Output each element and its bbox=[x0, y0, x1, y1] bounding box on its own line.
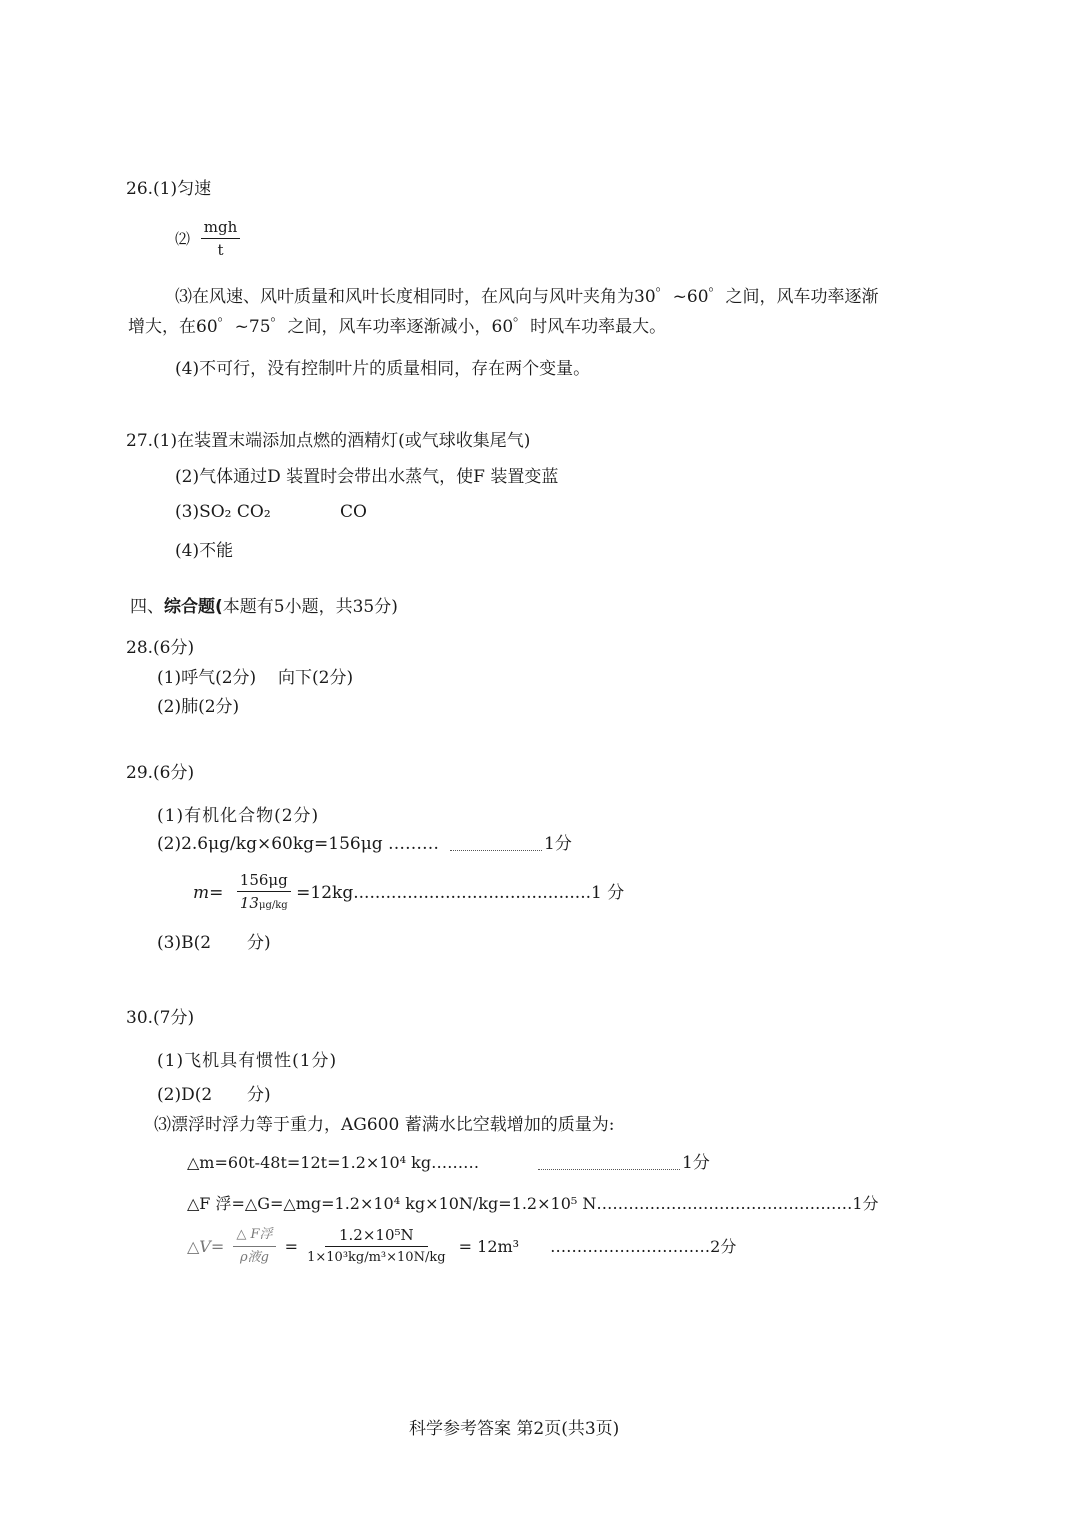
q29-mass-lhs: m= bbox=[193, 883, 224, 903]
fraction-denominator bbox=[240, 892, 288, 915]
q26-part1: 26.(1)匀速 bbox=[126, 179, 212, 199]
q28-part1a: (1)呼气(2分) bbox=[157, 668, 257, 688]
q27-part2: (2)气体通过D 装置时会带出水蒸气，使F 装置变蓝 bbox=[175, 467, 559, 487]
q29-mass-rhs: =12kg............................................1 分 bbox=[296, 883, 625, 903]
q29-mass-equation bbox=[193, 871, 624, 915]
section-heading bbox=[130, 596, 398, 618]
q27-part3a: (3)SO₂ CO₂ bbox=[175, 502, 271, 522]
q30-delta-v bbox=[187, 1226, 736, 1267]
q30-delta-v-lhs: △V= bbox=[187, 1236, 225, 1256]
q26-part3-line1: ⑶在风速、风叶质量和风叶长度相同时，在风向与风叶夹角为30゜~60゜之间，风车功率逐渐 bbox=[175, 287, 879, 307]
q30-delta-v-score: …………………………2分 bbox=[550, 1236, 737, 1256]
q29-part1: (1)有机化合物(2分) bbox=[157, 806, 320, 826]
q30-part2b: 分) bbox=[247, 1085, 271, 1105]
fraction-numerator: 156μg bbox=[237, 871, 291, 892]
q26-fraction bbox=[201, 218, 241, 259]
q30-delta-v-result: = 12m³ bbox=[458, 1236, 520, 1256]
q29-heading: 29.(6分) bbox=[126, 763, 195, 783]
fraction-denominator-value: 13 bbox=[239, 894, 259, 912]
q30-heading: 30.(7分) bbox=[126, 1008, 195, 1028]
section-heading-title: 综合题( bbox=[164, 597, 223, 617]
q30-part2a: (2)D(2 bbox=[157, 1085, 213, 1105]
fraction-numerator: 1.2×10⁵N bbox=[325, 1226, 428, 1247]
q29-part2-score: 1分 bbox=[544, 834, 572, 854]
dotted-leader bbox=[538, 1161, 680, 1170]
q30-delta-m: △m=60t-48t=12t=1.2×10⁴ kg……… bbox=[187, 1153, 480, 1172]
fraction-denominator: t bbox=[217, 241, 224, 259]
q30-delta-m-score: 1分 bbox=[682, 1153, 710, 1173]
q30-delta-f: △F 浮=△G=△mg=1.2×10⁴ kg×10N/kg=1.2×10⁵ N…………………………………………1分 bbox=[187, 1194, 879, 1213]
section-heading-suffix: 本题有5小题，共35分) bbox=[222, 597, 398, 617]
q26-part2-label: ⑵ bbox=[175, 229, 191, 248]
q26-part2 bbox=[175, 218, 240, 259]
q27-part1: 27.(1)在装置末端添加点燃的酒精灯(或气球收集尾气) bbox=[126, 431, 531, 451]
q30-part1: (1)飞机具有惯性(1分) bbox=[157, 1051, 338, 1071]
q29-part3a: (3)B(2 bbox=[157, 933, 212, 953]
fraction-numerator: mgh bbox=[201, 218, 241, 239]
fraction-denominator: 1×10³kg/m³×10N/kg bbox=[307, 1250, 446, 1265]
q26-part3-line2: 增大，在60゜~75゜之间，风车功率逐渐减小，60゜时风车功率最大。 bbox=[128, 317, 667, 337]
q30-delta-v-equals: = bbox=[284, 1236, 299, 1256]
fraction-denominator-unit: μg/kg bbox=[258, 900, 288, 911]
section-heading-prefix: 四、 bbox=[130, 597, 164, 617]
q29-part2: (2)2.6μg/kg×60kg=156μg ……… bbox=[157, 834, 440, 854]
q30-buoyancy-fraction bbox=[233, 1226, 275, 1267]
q27-part3b: CO bbox=[340, 502, 367, 522]
q29-mass-fraction bbox=[237, 871, 291, 915]
q28-part2: (2)肺(2分) bbox=[157, 697, 240, 717]
q28-heading: 28.(6分) bbox=[126, 638, 195, 658]
q29-part3b: 分) bbox=[247, 933, 271, 953]
fraction-numerator: △ F浮 bbox=[233, 1226, 275, 1247]
page-footer: 科学参考答案 第2页(共3页) bbox=[409, 1419, 620, 1439]
q27-part4: (4)不能 bbox=[175, 541, 234, 561]
dotted-leader bbox=[450, 842, 542, 851]
q28-part1b: 向下(2分) bbox=[278, 668, 354, 688]
fraction-denominator: ρ液g bbox=[239, 1250, 269, 1265]
q26-part4: (4)不可行，没有控制叶片的质量相同，存在两个变量。 bbox=[175, 359, 591, 379]
q30-part3: ⑶漂浮时浮力等于重力，AG600 蓄满水比空载增加的质量为: bbox=[154, 1115, 615, 1135]
q30-volume-fraction bbox=[307, 1226, 445, 1267]
